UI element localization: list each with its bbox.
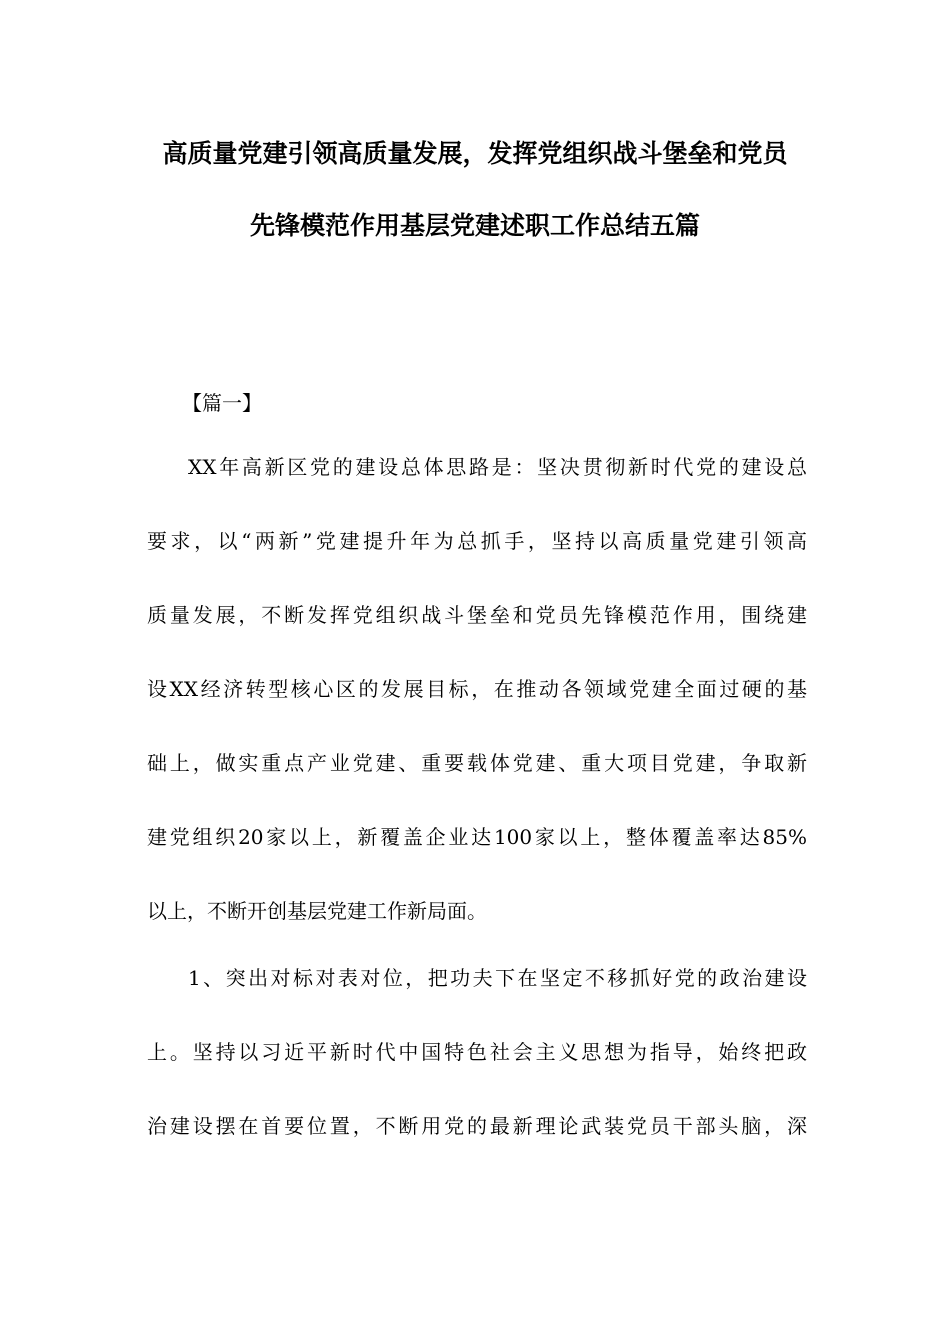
section-label: 【篇一】 [182, 391, 262, 415]
paragraph-line: 治建设摆在首要位置，不断用党的最新理论武装党员干部头脑，深 [147, 1114, 807, 1138]
paragraph-line: 设XX经济转型核心区的发展目标，在推动各领域党建全面过硬的基 [147, 677, 807, 701]
paragraph-line: XX年高新区党的建设总体思路是：坚决贯彻新时代党的建设总 [188, 455, 807, 479]
paragraph-line: 以上，不断开创基层党建工作新局面。 [147, 899, 487, 923]
paragraph-line: 建党组织20家以上，新覆盖企业达100家以上，整体覆盖率达85% [147, 825, 807, 849]
document-title-line-2: 先锋模范作用基层党建述职工作总结五篇 [249, 211, 700, 240]
paragraph-line: 上。坚持以习近平新时代中国特色社会主义思想为指导，始终把政 [147, 1040, 807, 1064]
paragraph-line: 1、突出对标对表对位，把功夫下在坚定不移抓好党的政治建设 [188, 966, 807, 990]
paragraph-line: 要求，以“两新”党建提升年为总抓手，坚持以高质量党建引领高 [147, 529, 807, 553]
paragraph-line: 质量发展，不断发挥党组织战斗堡垒和党员先锋模范作用，围绕建 [147, 603, 807, 627]
document-title-line-1: 高质量党建引领高质量发展，发挥党组织战斗堡垒和党员 [162, 139, 788, 168]
paragraph-line: 础上，做实重点产业党建、重要载体党建、重大项目党建，争取新 [147, 751, 807, 775]
